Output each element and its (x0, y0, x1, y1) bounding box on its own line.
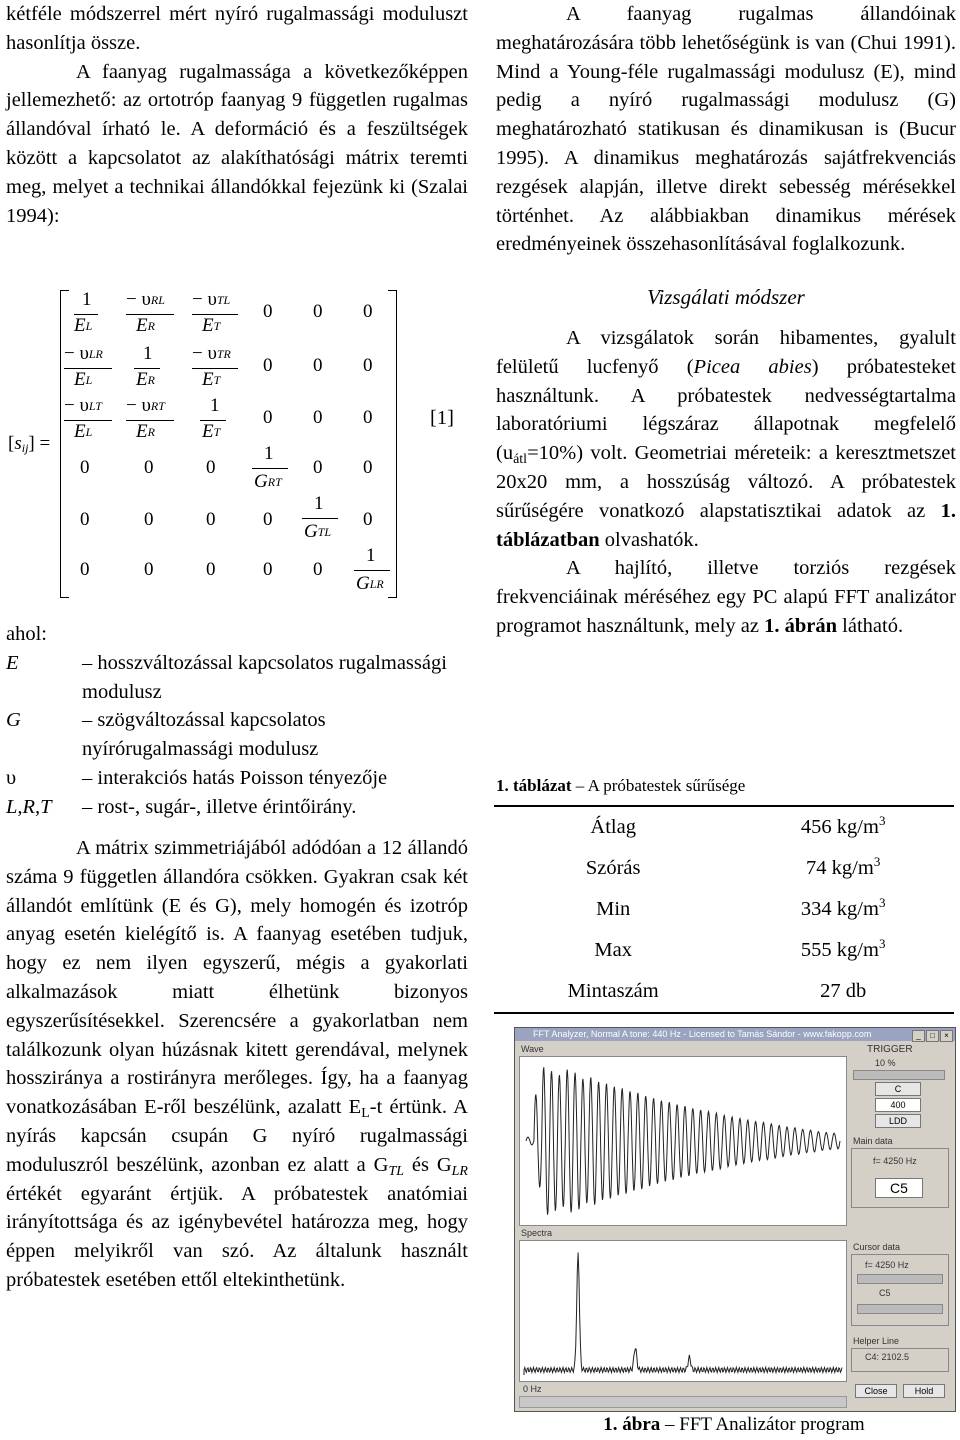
frequency-scrollbar[interactable] (519, 1396, 847, 1408)
table-row: Átlag 456 $kg/m^3$ (494, 806, 954, 848)
spectra-panel (519, 1240, 847, 1382)
wave-panel (519, 1056, 847, 1226)
cursor-data-label: Cursor data (853, 1242, 901, 1252)
channel-field[interactable]: C (875, 1082, 921, 1096)
helper-line-label: Helper Line (853, 1336, 900, 1346)
close-button[interactable]: Close (855, 1384, 897, 1398)
equation-number: [1] (430, 407, 454, 429)
matrix-left-bracket (60, 290, 69, 598)
paragraph-symmetry: A mátrix szimmetriájából adódóan a 12 állandó száma 9 független állandóra csökken. Gyakran csak két állandót említünk (E és G), mely homogén és izotróp anyag esetén kielégítő is. A faanyag esetében tudjuk, hogy ez nem ilyen egyszerű, mégis a gyakorlati alkalmazások miatt élhetünk bizonyos egyszerűsítésekkel. Szerencsére a gyakorlatban nem találkozunk olyan húzásnak kitett gerendával, melynek hossziránya a rostirányra merőleges. Így, ha a faanyag vonatkozásában E-ről beszélünk, azalatt EL-t értünk. A nyírás kapcsán csupán G nyíró rugalmassági moduluszról beszélünk, azonban ez alatt a GTL és GLR értékét egyaránt értjük. A próbatestek anatómiai irányítottsága és az igénybevétel határozza meg, hogy éppen melyikről van szó. Az általunk használt próbatestek esetében ettől eltekinthetünk. (6, 837, 468, 1291)
paragraph-constants: A faanyag rugalmas állandóinak meghatározására több lehetőségünk is van (Chui 1991). Mind a Young-féle rugalmassági modulusz (E), mind pedig a nyíró rugalmassági modulusz (G) meghatározható statikusan és dinamikusan is (Bucur 1995). A dinamikus meghatározás sajátfrekvenciás rezgések alapján, illetve direkt sebesség mérésekkel történhet. Az alábbiakban dinamikus mérések eredményeinek összehasonlításával foglalkozunk. (496, 3, 956, 256)
spectra-label: Spectra (521, 1228, 553, 1238)
table-row: Mintaszám 27 db (494, 971, 954, 1013)
samples-field[interactable]: 400 (875, 1098, 921, 1112)
paragraph-fft: A hajlító, illetve torziós rezgések frekvenciáinak méréséhez egy PC alapú FFT analizátor programot használtunk, mely az 1. ábrán látható. (496, 557, 956, 637)
density-table (494, 805, 954, 1014)
def-symbol-e: E (6, 651, 19, 674)
wave-plot (520, 1057, 846, 1225)
section-heading: Vizsgálati módszer (647, 285, 805, 310)
wave-label: Wave (521, 1044, 544, 1054)
spectrum-trace (524, 1253, 842, 1376)
paragraph-elasticity: A faanyag rugalmassága a következőképpen jellemezhető: az ortotróp faanyag 9 független rugalmas állandóval írható le. A deformáció és a feszültségek között a kapcsolatot az alakíthatósági mátrix teremti meg, melyet a technikai állandókkal fejezünk ki (Szalai 1994): (6, 60, 468, 227)
cursor-frequency: f= 4250 Hz (865, 1260, 909, 1270)
fft-analyzer-window (514, 1027, 956, 1412)
def-text-g: – szögváltozással kapcsolatos nyírórugalmassági modulusz (82, 709, 326, 761)
maximize-button[interactable]: □ (926, 1030, 939, 1042)
def-symbol-g: G (6, 709, 21, 732)
matrix-lhs: $[s_{ij}]$ = (8, 433, 51, 455)
symbol-definitions (6, 620, 476, 822)
main-frequency: f= 4250 Hz (873, 1156, 917, 1166)
trigger-value: 10 % (875, 1058, 896, 1068)
close-window-button[interactable]: × (940, 1030, 953, 1042)
table-row: Min 334 $kg/m^3$ (596, 895, 886, 920)
wave-trace (526, 1067, 840, 1214)
def-text-nu: – interakciós hatás Poisson tényezője (82, 766, 388, 789)
minimize-button[interactable]: _ (912, 1030, 925, 1042)
cursor-slider[interactable] (857, 1274, 943, 1284)
compliance-matrix-equation: $[s_{ij}]$ = 1 E L − υ RL E R − υ TL E T 0 0 0 − υ LR E L 1 E R − υ TR E T 0 0 0 − υ LT E L − υ RT E R 1 E T 0 0 0 0 0 0 1 G RT 0 0 0 0 0 0 1 G TL 0 0 0 0 0 0 1 G LR [1] (0, 286, 480, 606)
window-title: FFT Analyzer, Normal A tone: 440 Hz - Licensed to Tamás Sándor - www.fakopp.com (533, 1029, 872, 1039)
axis-start-label: 0 Hz (523, 1384, 542, 1394)
left-column-lower (6, 834, 468, 1295)
ahol-label: ahol: (6, 623, 47, 645)
table-row: Max 555 $kg/m^3$ (594, 936, 886, 961)
matrix-right-bracket (388, 290, 397, 598)
window-titlebar (515, 1028, 955, 1041)
def-text-lrt: – rost-, sugár-, illetve érintőirány. (82, 795, 357, 818)
helper-line-value: C4: 2102.5 (865, 1352, 910, 1362)
table-row: Szórás 74 $kg/m^3$ (585, 854, 881, 879)
def-symbol-nu: υ (6, 766, 17, 789)
trigger-slider[interactable] (853, 1070, 945, 1080)
def-text-e: – hosszváltozással kapcsolatos rugalmassági modulusz (82, 651, 447, 703)
table-caption: 1. táblázat – A próbatestek sűrűsége (496, 776, 746, 795)
spectrum-plot (520, 1241, 846, 1381)
hold-button[interactable]: Hold (903, 1384, 945, 1398)
main-note-display: C5 (875, 1178, 923, 1198)
left-column (6, 0, 468, 230)
ldd-button[interactable]: LDD (875, 1114, 921, 1128)
paragraph-samples: A vizsgálatok során hibamentes, gyalult felületű lucfenyő (Picea abies) próbatesteket használtunk. A próbatestek nedvességtartalma laboratóriumi légszáraz állapotnak megfelelő (uátl=10%) volt. Geometriai méreteik: a keresztmetszet 20x20 mm, a hosszúság változó. A próbatestek sűrűségére vonatkozó alapstatisztikai adatok az 1. táblázatban olvashatók. (496, 326, 956, 551)
paragraph-intro-end: kétféle módszerrel mért nyíró rugalmassági moduluszt hasonlítja össze. (6, 3, 468, 54)
trigger-label: TRIGGER (867, 1044, 913, 1055)
cursor-slider-2[interactable] (857, 1304, 943, 1314)
main-data-label: Main data (853, 1136, 893, 1146)
right-column (496, 0, 956, 641)
figure-caption: 1. ábra – FFT Analizátor program (603, 1414, 865, 1435)
cursor-note: C5 (879, 1288, 891, 1298)
def-symbol-lrt: L,R,T (6, 795, 52, 818)
